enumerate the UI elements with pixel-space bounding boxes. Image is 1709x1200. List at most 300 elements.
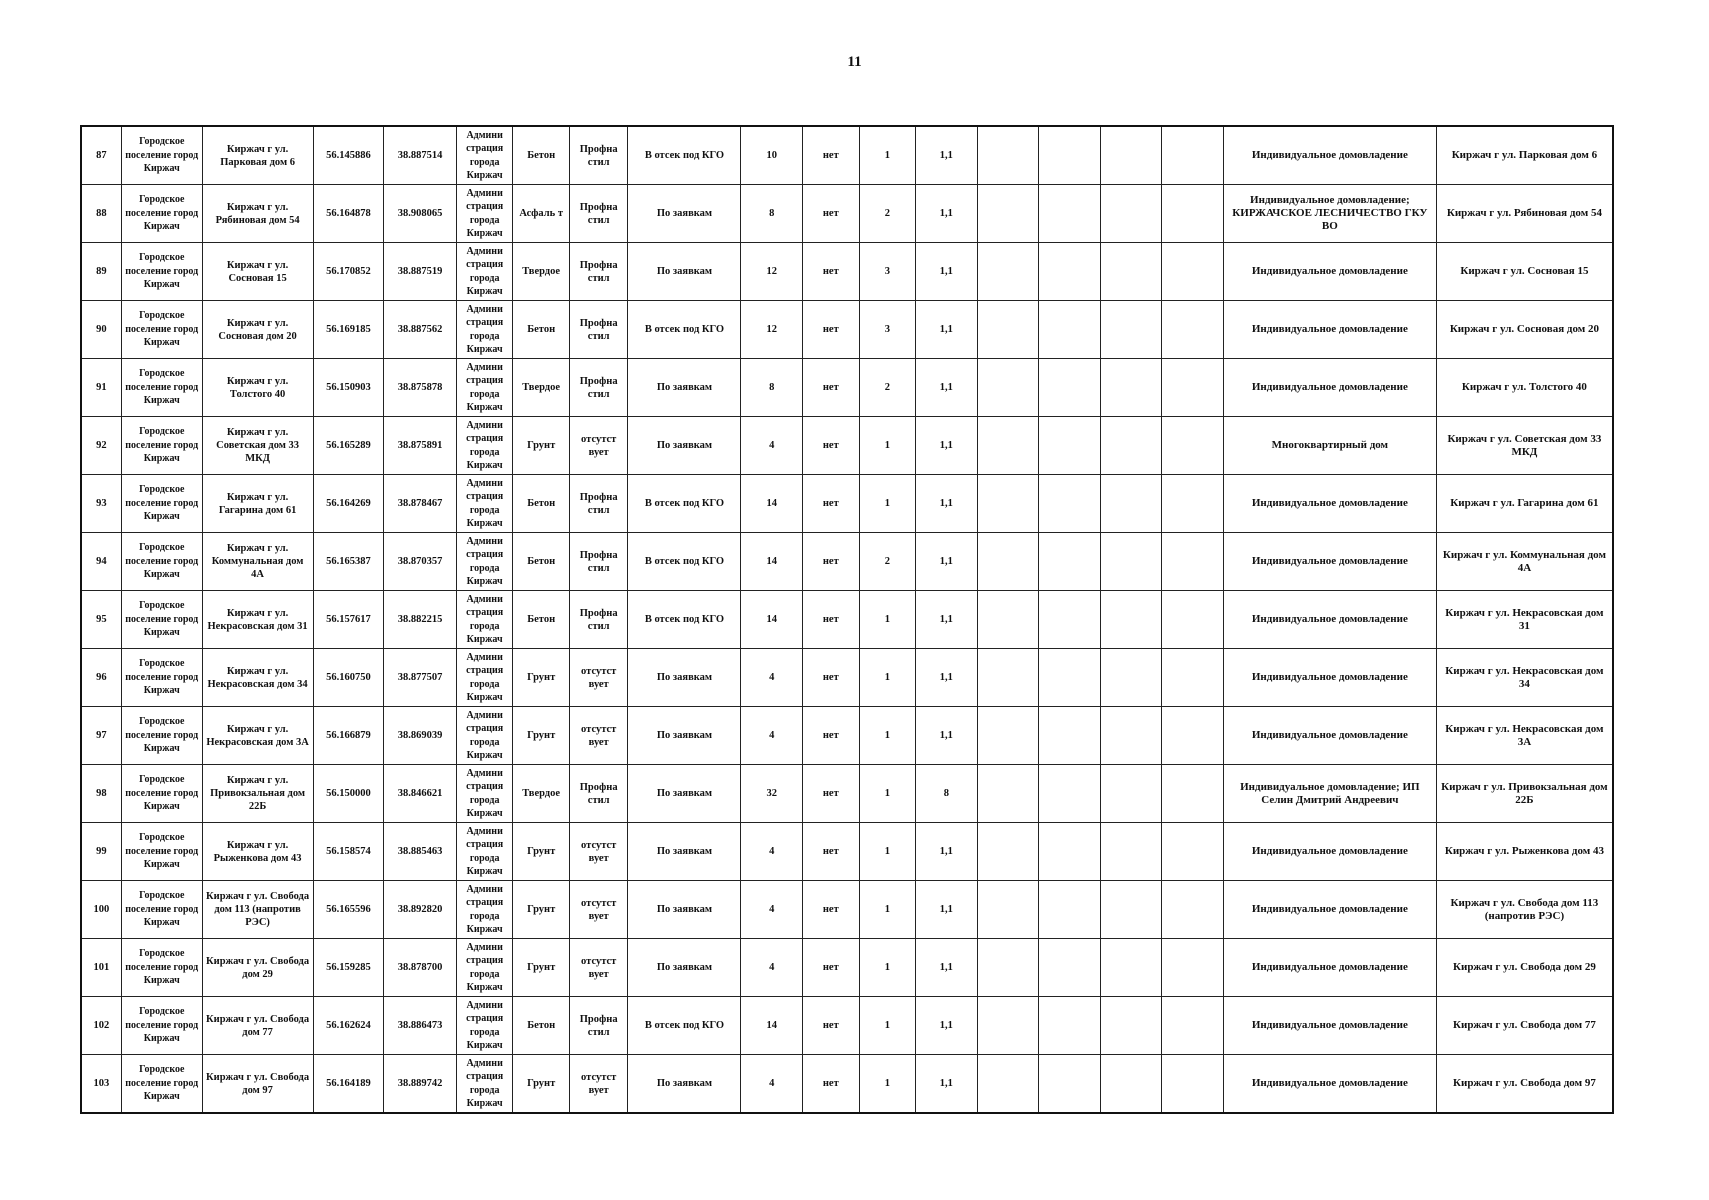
longitude-cell: 38.875891 bbox=[384, 417, 457, 475]
empty-cell bbox=[1039, 823, 1101, 881]
area-cell: 10 bbox=[741, 126, 803, 185]
waste-source-cell: Индивидуальное домовладение bbox=[1223, 243, 1436, 301]
fence-cell: Профна стил bbox=[569, 533, 628, 591]
settlement-cell: Городское поселение город Киржач bbox=[121, 591, 202, 649]
empty-cell bbox=[1100, 126, 1162, 185]
table-row bbox=[81, 126, 1613, 185]
empty-cell bbox=[1162, 591, 1224, 649]
containers-cell: 1 bbox=[859, 939, 916, 997]
empty-cell bbox=[1162, 185, 1224, 243]
collection-cell: В отсек под КГО bbox=[628, 997, 741, 1055]
longitude-cell: 38.869039 bbox=[384, 707, 457, 765]
address-cell: Киржач г ул. Некрасовская дом 34 bbox=[202, 649, 313, 707]
empty-cell bbox=[1100, 475, 1162, 533]
table-row bbox=[81, 939, 1613, 997]
empty-cell bbox=[1039, 1055, 1101, 1114]
address-cell: Киржач г ул. Парковая дом 6 bbox=[202, 126, 313, 185]
table-body bbox=[81, 126, 1613, 1113]
source-address-cell: Киржач г ул. Рыженкова дом 43 bbox=[1436, 823, 1613, 881]
empty-cell bbox=[1039, 475, 1101, 533]
empty-cell bbox=[977, 533, 1039, 591]
latitude-cell: 56.158574 bbox=[313, 823, 384, 881]
row-number: 90 bbox=[81, 301, 121, 359]
collection-cell: По заявкам bbox=[628, 185, 741, 243]
table-row bbox=[81, 243, 1613, 301]
surface-cell: Бетон bbox=[513, 301, 570, 359]
fence-cell: отсутст вует bbox=[569, 707, 628, 765]
fence-cell: Профна стил bbox=[569, 126, 628, 185]
collection-cell: В отсек под КГО bbox=[628, 533, 741, 591]
containers-cell: 1 bbox=[859, 1055, 916, 1114]
empty-cell bbox=[977, 823, 1039, 881]
source-address-cell: Киржач г ул. Свобода дом 29 bbox=[1436, 939, 1613, 997]
owner-org-cell: Админи страция города Киржач bbox=[456, 301, 513, 359]
waste-source-cell: Индивидуальное домовладение bbox=[1223, 707, 1436, 765]
waste-source-cell: Индивидуальное домовладение bbox=[1223, 301, 1436, 359]
waste-source-cell: Многоквартирный дом bbox=[1223, 417, 1436, 475]
owner-org-cell: Админи страция города Киржач bbox=[456, 591, 513, 649]
table-row bbox=[81, 359, 1613, 417]
empty-cell bbox=[1162, 649, 1224, 707]
settlement-cell: Городское поселение город Киржач bbox=[121, 475, 202, 533]
empty-cell bbox=[1039, 591, 1101, 649]
settlement-cell: Городское поселение город Киржач bbox=[121, 185, 202, 243]
empty-cell bbox=[1162, 533, 1224, 591]
latitude-cell: 56.165387 bbox=[313, 533, 384, 591]
empty-cell bbox=[1039, 939, 1101, 997]
table-row bbox=[81, 417, 1613, 475]
canopy-cell: нет bbox=[803, 997, 860, 1055]
empty-cell bbox=[977, 649, 1039, 707]
area-cell: 14 bbox=[741, 997, 803, 1055]
fence-cell: отсутст вует bbox=[569, 823, 628, 881]
owner-org-cell: Админи страция города Киржач bbox=[456, 1055, 513, 1114]
latitude-cell: 56.169185 bbox=[313, 301, 384, 359]
latitude-cell: 56.157617 bbox=[313, 591, 384, 649]
volume-cell: 1,1 bbox=[916, 649, 978, 707]
surface-cell: Твердое bbox=[513, 765, 570, 823]
fence-cell: отсутст вует bbox=[569, 417, 628, 475]
empty-cell bbox=[1162, 707, 1224, 765]
empty-cell bbox=[1100, 881, 1162, 939]
empty-cell bbox=[977, 881, 1039, 939]
empty-cell bbox=[977, 185, 1039, 243]
empty-cell bbox=[1162, 417, 1224, 475]
table-row bbox=[81, 997, 1613, 1055]
owner-org-cell: Админи страция города Киржач bbox=[456, 939, 513, 997]
canopy-cell: нет bbox=[803, 591, 860, 649]
fence-cell: Профна стил bbox=[569, 243, 628, 301]
address-cell: Киржач г ул. Свобода дом 77 bbox=[202, 997, 313, 1055]
collection-cell: По заявкам bbox=[628, 939, 741, 997]
containers-cell: 1 bbox=[859, 765, 916, 823]
empty-cell bbox=[977, 997, 1039, 1055]
latitude-cell: 56.170852 bbox=[313, 243, 384, 301]
address-cell: Киржач г ул. Некрасовская дом 31 bbox=[202, 591, 313, 649]
canopy-cell: нет bbox=[803, 533, 860, 591]
owner-org-cell: Админи страция города Киржач bbox=[456, 185, 513, 243]
latitude-cell: 56.159285 bbox=[313, 939, 384, 997]
row-number: 95 bbox=[81, 591, 121, 649]
surface-cell: Грунт bbox=[513, 707, 570, 765]
source-address-cell: Киржач г ул. Некрасовская дом 34 bbox=[1436, 649, 1613, 707]
owner-org-cell: Админи страция города Киржач bbox=[456, 765, 513, 823]
area-cell: 8 bbox=[741, 185, 803, 243]
latitude-cell: 56.145886 bbox=[313, 126, 384, 185]
empty-cell bbox=[1162, 1055, 1224, 1114]
volume-cell: 1,1 bbox=[916, 707, 978, 765]
containers-cell: 1 bbox=[859, 997, 916, 1055]
containers-cell: 1 bbox=[859, 823, 916, 881]
latitude-cell: 56.150903 bbox=[313, 359, 384, 417]
volume-cell: 1,1 bbox=[916, 417, 978, 475]
row-number: 101 bbox=[81, 939, 121, 997]
settlement-cell: Городское поселение город Киржач bbox=[121, 417, 202, 475]
volume-cell: 1,1 bbox=[916, 301, 978, 359]
surface-cell: Грунт bbox=[513, 649, 570, 707]
table-row bbox=[81, 823, 1613, 881]
area-cell: 4 bbox=[741, 1055, 803, 1114]
source-address-cell: Киржач г ул. Некрасовская дом 31 bbox=[1436, 591, 1613, 649]
row-number: 88 bbox=[81, 185, 121, 243]
surface-cell: Грунт bbox=[513, 417, 570, 475]
waste-source-cell: Индивидуальное домовладение bbox=[1223, 997, 1436, 1055]
containers-cell: 2 bbox=[859, 359, 916, 417]
latitude-cell: 56.164269 bbox=[313, 475, 384, 533]
longitude-cell: 38.870357 bbox=[384, 533, 457, 591]
area-cell: 8 bbox=[741, 359, 803, 417]
collection-cell: В отсек под КГО bbox=[628, 475, 741, 533]
page-number: 11 bbox=[847, 54, 862, 70]
waste-source-cell: Индивидуальное домовладение; ИП Селин Дмитрий Андреевич bbox=[1223, 765, 1436, 823]
row-number: 99 bbox=[81, 823, 121, 881]
empty-cell bbox=[1039, 301, 1101, 359]
table-row bbox=[81, 649, 1613, 707]
source-address-cell: Киржач г ул. Рябиновая дом 54 bbox=[1436, 185, 1613, 243]
collection-cell: По заявкам bbox=[628, 1055, 741, 1114]
settlement-cell: Городское поселение город Киржач bbox=[121, 1055, 202, 1114]
fence-cell: отсутст вует bbox=[569, 881, 628, 939]
empty-cell bbox=[1162, 881, 1224, 939]
settlement-cell: Городское поселение город Киржач bbox=[121, 649, 202, 707]
settlement-cell: Городское поселение город Киржач bbox=[121, 765, 202, 823]
fence-cell: отсутст вует bbox=[569, 939, 628, 997]
empty-cell bbox=[977, 765, 1039, 823]
latitude-cell: 56.165596 bbox=[313, 881, 384, 939]
canopy-cell: нет bbox=[803, 301, 860, 359]
table-row bbox=[81, 533, 1613, 591]
row-number: 94 bbox=[81, 533, 121, 591]
empty-cell bbox=[977, 359, 1039, 417]
collection-cell: По заявкам bbox=[628, 707, 741, 765]
source-address-cell: Киржач г ул. Привокзальная дом 22Б bbox=[1436, 765, 1613, 823]
longitude-cell: 38.885463 bbox=[384, 823, 457, 881]
empty-cell bbox=[977, 301, 1039, 359]
canopy-cell: нет bbox=[803, 881, 860, 939]
settlement-cell: Городское поселение город Киржач bbox=[121, 707, 202, 765]
volume-cell: 1,1 bbox=[916, 243, 978, 301]
waste-source-cell: Индивидуальное домовладение bbox=[1223, 126, 1436, 185]
longitude-cell: 38.887562 bbox=[384, 301, 457, 359]
table-row bbox=[81, 1055, 1613, 1114]
owner-org-cell: Админи страция города Киржач bbox=[456, 359, 513, 417]
canopy-cell: нет bbox=[803, 765, 860, 823]
empty-cell bbox=[977, 591, 1039, 649]
empty-cell bbox=[1162, 765, 1224, 823]
empty-cell bbox=[1039, 649, 1101, 707]
volume-cell: 1,1 bbox=[916, 1055, 978, 1114]
surface-cell: Твердое bbox=[513, 243, 570, 301]
row-number: 96 bbox=[81, 649, 121, 707]
settlement-cell: Городское поселение город Киржач bbox=[121, 939, 202, 997]
waste-source-cell: Индивидуальное домовладение bbox=[1223, 533, 1436, 591]
source-address-cell: Киржач г ул. Коммунальная дом 4А bbox=[1436, 533, 1613, 591]
owner-org-cell: Админи страция города Киржач bbox=[456, 243, 513, 301]
empty-cell bbox=[1100, 765, 1162, 823]
volume-cell: 1,1 bbox=[916, 185, 978, 243]
latitude-cell: 56.162624 bbox=[313, 997, 384, 1055]
latitude-cell: 56.166879 bbox=[313, 707, 384, 765]
containers-cell: 1 bbox=[859, 417, 916, 475]
empty-cell bbox=[977, 243, 1039, 301]
surface-cell: Бетон bbox=[513, 997, 570, 1055]
source-address-cell: Киржач г ул. Толстого 40 bbox=[1436, 359, 1613, 417]
empty-cell bbox=[1100, 301, 1162, 359]
row-number: 91 bbox=[81, 359, 121, 417]
collection-cell: По заявкам bbox=[628, 417, 741, 475]
surface-cell: Грунт bbox=[513, 881, 570, 939]
owner-org-cell: Админи страция города Киржач bbox=[456, 533, 513, 591]
owner-org-cell: Админи страция города Киржач bbox=[456, 649, 513, 707]
area-cell: 14 bbox=[741, 591, 803, 649]
latitude-cell: 56.150000 bbox=[313, 765, 384, 823]
empty-cell bbox=[1039, 765, 1101, 823]
canopy-cell: нет bbox=[803, 185, 860, 243]
volume-cell: 1,1 bbox=[916, 939, 978, 997]
row-number: 102 bbox=[81, 997, 121, 1055]
table-row bbox=[81, 707, 1613, 765]
empty-cell bbox=[1100, 243, 1162, 301]
collection-cell: По заявкам bbox=[628, 243, 741, 301]
row-number: 92 bbox=[81, 417, 121, 475]
settlement-cell: Городское поселение город Киржач bbox=[121, 997, 202, 1055]
canopy-cell: нет bbox=[803, 823, 860, 881]
fence-cell: Профна стил bbox=[569, 301, 628, 359]
empty-cell bbox=[1162, 126, 1224, 185]
fence-cell: отсутст вует bbox=[569, 1055, 628, 1114]
waste-source-cell: Индивидуальное домовладение bbox=[1223, 1055, 1436, 1114]
fence-cell: Профна стил bbox=[569, 359, 628, 417]
area-cell: 32 bbox=[741, 765, 803, 823]
surface-cell: Грунт bbox=[513, 1055, 570, 1114]
address-cell: Киржач г ул. Некрасовская дом 3А bbox=[202, 707, 313, 765]
empty-cell bbox=[1100, 939, 1162, 997]
empty-cell bbox=[1162, 475, 1224, 533]
area-cell: 4 bbox=[741, 939, 803, 997]
address-cell: Киржач г ул. Сосновая дом 20 bbox=[202, 301, 313, 359]
volume-cell: 1,1 bbox=[916, 881, 978, 939]
area-cell: 14 bbox=[741, 475, 803, 533]
surface-cell: Твердое bbox=[513, 359, 570, 417]
owner-org-cell: Админи страция города Киржач bbox=[456, 823, 513, 881]
source-address-cell: Киржач г ул. Свобода дом 77 bbox=[1436, 997, 1613, 1055]
fence-cell: отсутст вует bbox=[569, 649, 628, 707]
table-row bbox=[81, 185, 1613, 243]
address-cell: Киржач г ул. Свобода дом 97 bbox=[202, 1055, 313, 1114]
surface-cell: Бетон bbox=[513, 475, 570, 533]
surface-cell: Грунт bbox=[513, 823, 570, 881]
canopy-cell: нет bbox=[803, 1055, 860, 1114]
empty-cell bbox=[1100, 185, 1162, 243]
volume-cell: 1,1 bbox=[916, 359, 978, 417]
source-address-cell: Киржач г ул. Советская дом 33 МКД bbox=[1436, 417, 1613, 475]
settlement-cell: Городское поселение город Киржач bbox=[121, 881, 202, 939]
collection-cell: По заявкам bbox=[628, 823, 741, 881]
address-cell: Киржач г ул. Свобода дом 29 bbox=[202, 939, 313, 997]
surface-cell: Бетон bbox=[513, 126, 570, 185]
row-number: 93 bbox=[81, 475, 121, 533]
empty-cell bbox=[977, 707, 1039, 765]
latitude-cell: 56.164189 bbox=[313, 1055, 384, 1114]
collection-cell: По заявкам bbox=[628, 765, 741, 823]
collection-cell: По заявкам bbox=[628, 649, 741, 707]
empty-cell bbox=[977, 417, 1039, 475]
volume-cell: 1,1 bbox=[916, 475, 978, 533]
address-cell: Киржач г ул. Толстого 40 bbox=[202, 359, 313, 417]
containers-cell: 1 bbox=[859, 591, 916, 649]
waste-source-cell: Индивидуальное домовладение bbox=[1223, 591, 1436, 649]
area-cell: 4 bbox=[741, 417, 803, 475]
canopy-cell: нет bbox=[803, 243, 860, 301]
empty-cell bbox=[1162, 359, 1224, 417]
empty-cell bbox=[1039, 997, 1101, 1055]
waste-source-cell: Индивидуальное домовладение; КИРЖАЧСКОЕ ЛЕСНИЧЕСТВО ГКУ ВО bbox=[1223, 185, 1436, 243]
address-cell: Киржач г ул. Рыженкова дом 43 bbox=[202, 823, 313, 881]
owner-org-cell: Админи страция города Киржач bbox=[456, 707, 513, 765]
empty-cell bbox=[1039, 126, 1101, 185]
empty-cell bbox=[977, 126, 1039, 185]
address-cell: Киржач г ул. Сосновая 15 bbox=[202, 243, 313, 301]
containers-cell: 2 bbox=[859, 185, 916, 243]
empty-cell bbox=[1039, 881, 1101, 939]
table-row bbox=[81, 475, 1613, 533]
canopy-cell: нет bbox=[803, 417, 860, 475]
volume-cell: 8 bbox=[916, 765, 978, 823]
surface-cell: Асфаль т bbox=[513, 185, 570, 243]
empty-cell bbox=[1100, 649, 1162, 707]
canopy-cell: нет bbox=[803, 649, 860, 707]
area-cell: 4 bbox=[741, 823, 803, 881]
containers-cell: 1 bbox=[859, 881, 916, 939]
row-number: 103 bbox=[81, 1055, 121, 1114]
address-cell: Киржач г ул. Коммунальная дом 4А bbox=[202, 533, 313, 591]
longitude-cell: 38.889742 bbox=[384, 1055, 457, 1114]
canopy-cell: нет bbox=[803, 359, 860, 417]
waste-source-cell: Индивидуальное домовладение bbox=[1223, 823, 1436, 881]
source-address-cell: Киржач г ул. Сосновая 15 bbox=[1436, 243, 1613, 301]
fence-cell: Профна стил bbox=[569, 765, 628, 823]
canopy-cell: нет bbox=[803, 126, 860, 185]
row-number: 89 bbox=[81, 243, 121, 301]
empty-cell bbox=[1100, 707, 1162, 765]
settlement-cell: Городское поселение город Киржач bbox=[121, 823, 202, 881]
row-number: 87 bbox=[81, 126, 121, 185]
empty-cell bbox=[1162, 997, 1224, 1055]
volume-cell: 1,1 bbox=[916, 126, 978, 185]
longitude-cell: 38.877507 bbox=[384, 649, 457, 707]
address-cell: Киржач г ул. Советская дом 33 МКД bbox=[202, 417, 313, 475]
empty-cell bbox=[1100, 533, 1162, 591]
containers-cell: 1 bbox=[859, 475, 916, 533]
waste-source-cell: Индивидуальное домовладение bbox=[1223, 359, 1436, 417]
owner-org-cell: Админи страция города Киржач bbox=[456, 997, 513, 1055]
row-number: 100 bbox=[81, 881, 121, 939]
volume-cell: 1,1 bbox=[916, 997, 978, 1055]
fence-cell: Профна стил bbox=[569, 997, 628, 1055]
longitude-cell: 38.887519 bbox=[384, 243, 457, 301]
source-address-cell: Киржач г ул. Свобода дом 113 (напротив РЭС) bbox=[1436, 881, 1613, 939]
settlement-cell: Городское поселение город Киржач bbox=[121, 301, 202, 359]
row-number: 98 bbox=[81, 765, 121, 823]
longitude-cell: 38.892820 bbox=[384, 881, 457, 939]
area-cell: 4 bbox=[741, 707, 803, 765]
settlement-cell: Городское поселение город Киржач bbox=[121, 359, 202, 417]
empty-cell bbox=[977, 475, 1039, 533]
longitude-cell: 38.908065 bbox=[384, 185, 457, 243]
collection-cell: В отсек под КГО bbox=[628, 301, 741, 359]
containers-cell: 2 bbox=[859, 533, 916, 591]
area-cell: 12 bbox=[741, 301, 803, 359]
address-cell: Киржач г ул. Гагарина дом 61 bbox=[202, 475, 313, 533]
longitude-cell: 38.886473 bbox=[384, 997, 457, 1055]
table-row bbox=[81, 881, 1613, 939]
latitude-cell: 56.164878 bbox=[313, 185, 384, 243]
empty-cell bbox=[1100, 823, 1162, 881]
surface-cell: Бетон bbox=[513, 591, 570, 649]
empty-cell bbox=[1100, 591, 1162, 649]
table-row bbox=[81, 591, 1613, 649]
volume-cell: 1,1 bbox=[916, 823, 978, 881]
fence-cell: Профна стил bbox=[569, 475, 628, 533]
source-address-cell: Киржач г ул. Свобода дом 97 bbox=[1436, 1055, 1613, 1114]
address-cell: Киржач г ул. Свобода дом 113 (напротив РЭС) bbox=[202, 881, 313, 939]
collection-cell: В отсек под КГО bbox=[628, 126, 741, 185]
volume-cell: 1,1 bbox=[916, 591, 978, 649]
surface-cell: Бетон bbox=[513, 533, 570, 591]
longitude-cell: 38.887514 bbox=[384, 126, 457, 185]
longitude-cell: 38.882215 bbox=[384, 591, 457, 649]
canopy-cell: нет bbox=[803, 475, 860, 533]
empty-cell bbox=[977, 939, 1039, 997]
address-cell: Киржач г ул. Рябиновая дом 54 bbox=[202, 185, 313, 243]
canopy-cell: нет bbox=[803, 939, 860, 997]
empty-cell bbox=[1162, 301, 1224, 359]
source-address-cell: Киржач г ул. Парковая дом 6 bbox=[1436, 126, 1613, 185]
source-address-cell: Киржач г ул. Некрасовская дом 3А bbox=[1436, 707, 1613, 765]
collection-cell: В отсек под КГО bbox=[628, 591, 741, 649]
area-cell: 4 bbox=[741, 649, 803, 707]
collection-cell: По заявкам bbox=[628, 881, 741, 939]
owner-org-cell: Админи страция города Киржач bbox=[456, 417, 513, 475]
empty-cell bbox=[1039, 243, 1101, 301]
empty-cell bbox=[1039, 417, 1101, 475]
containers-cell: 3 bbox=[859, 301, 916, 359]
table-row bbox=[81, 301, 1613, 359]
volume-cell: 1,1 bbox=[916, 533, 978, 591]
canopy-cell: нет bbox=[803, 707, 860, 765]
area-cell: 14 bbox=[741, 533, 803, 591]
containers-cell: 1 bbox=[859, 649, 916, 707]
